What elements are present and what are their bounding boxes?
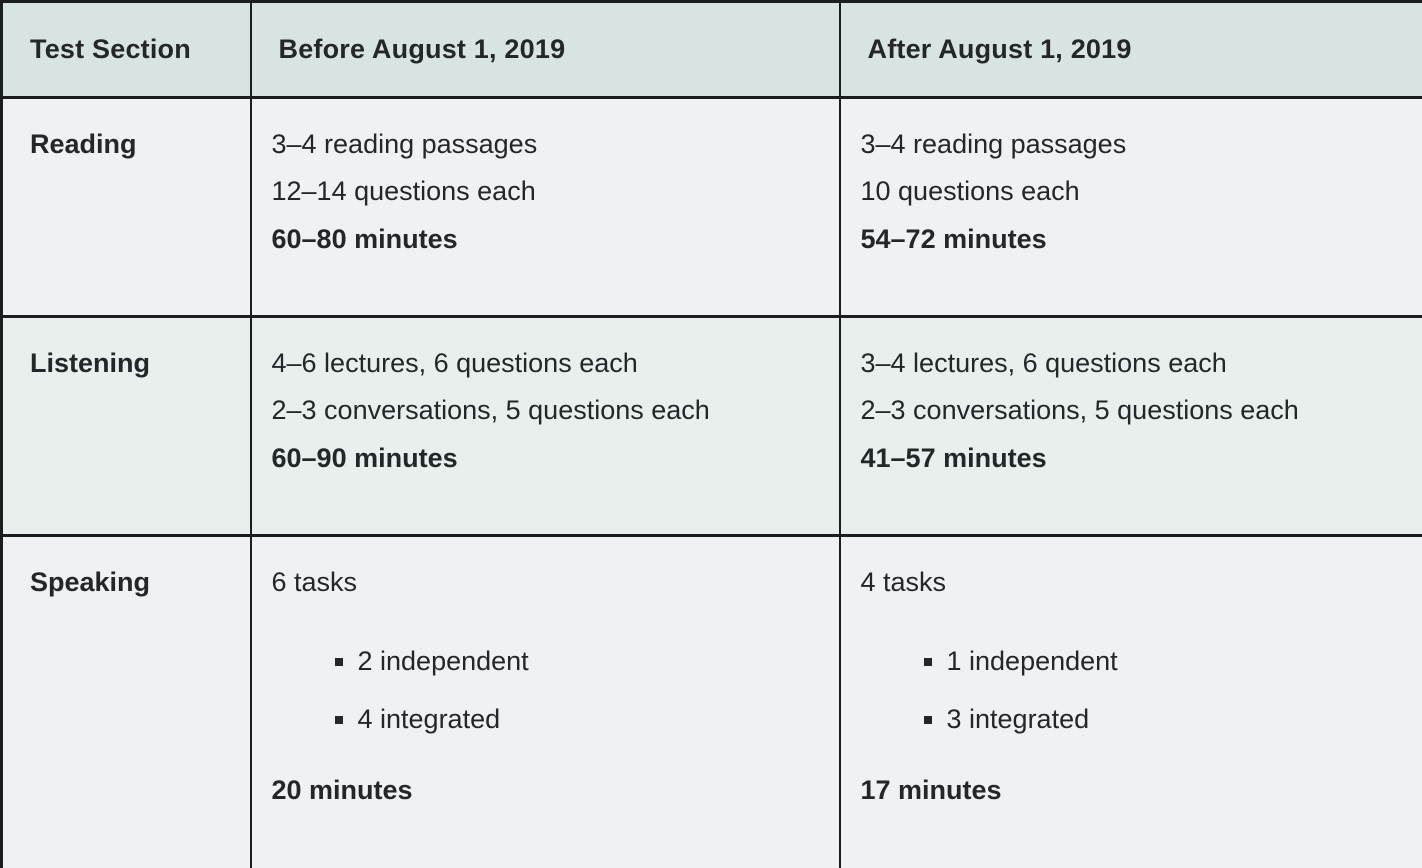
duration-text: 41–57 minutes bbox=[860, 442, 1047, 473]
detail-line: 3–4 lectures, 6 questions each bbox=[860, 348, 1227, 378]
reading-after-cell bbox=[840, 98, 1422, 317]
section-cell-speaking: Speaking bbox=[2, 536, 251, 868]
detail-line: 10 questions each bbox=[860, 176, 1080, 207]
task-list bbox=[861, 638, 1410, 743]
section-cell-listening: Listening bbox=[2, 317, 251, 536]
detail-line: 3–4 reading passages bbox=[860, 129, 1127, 159]
bullet-item: ▪ 2 independent bbox=[358, 638, 821, 685]
header-cell-before: Before August 1, 2019 bbox=[251, 2, 840, 98]
header-cell-test-section: Test Section bbox=[2, 2, 251, 98]
speaking-after-cell bbox=[840, 536, 1422, 868]
duration-text: 60–80 minutes bbox=[271, 223, 458, 254]
reading-before-cell bbox=[251, 98, 840, 317]
table-row-reading bbox=[2, 98, 1422, 317]
detail-line: 3–4 reading passages bbox=[271, 129, 538, 159]
table-row-listening bbox=[2, 317, 1422, 536]
table-body bbox=[2, 98, 1422, 868]
header-cell-after: After August 1, 2019 bbox=[840, 2, 1422, 98]
duration-text: 60–90 minutes bbox=[271, 442, 458, 473]
task-list bbox=[272, 638, 821, 743]
bullet-item: ▪ 3 integrated bbox=[947, 696, 1410, 743]
detail-line: 4 tasks bbox=[860, 567, 947, 597]
duration-text: 20 minutes bbox=[271, 774, 413, 805]
bullet-item: ▪ 4 integrated bbox=[358, 696, 821, 743]
speaking-before-cell bbox=[251, 536, 840, 868]
detail-line: 6 tasks bbox=[271, 567, 358, 597]
detail-line: 12–14 questions each bbox=[271, 176, 536, 207]
listening-before-cell bbox=[251, 317, 840, 536]
detail-line: 2–3 conversations, 5 questions each bbox=[271, 395, 710, 426]
duration-text: 17 minutes bbox=[860, 774, 1002, 805]
detail-line: 4–6 lectures, 6 questions each bbox=[271, 348, 638, 378]
section-cell-reading: Reading bbox=[2, 98, 251, 317]
duration-text: 54–72 minutes bbox=[860, 223, 1047, 254]
bullet-item: ▪ 1 independent bbox=[947, 638, 1410, 685]
listening-after-cell bbox=[840, 317, 1422, 536]
detail-line: 2–3 conversations, 5 questions each bbox=[860, 395, 1299, 426]
table-row-speaking bbox=[2, 536, 1422, 868]
table-header-row bbox=[2, 2, 1422, 98]
header-row bbox=[2, 2, 1422, 98]
